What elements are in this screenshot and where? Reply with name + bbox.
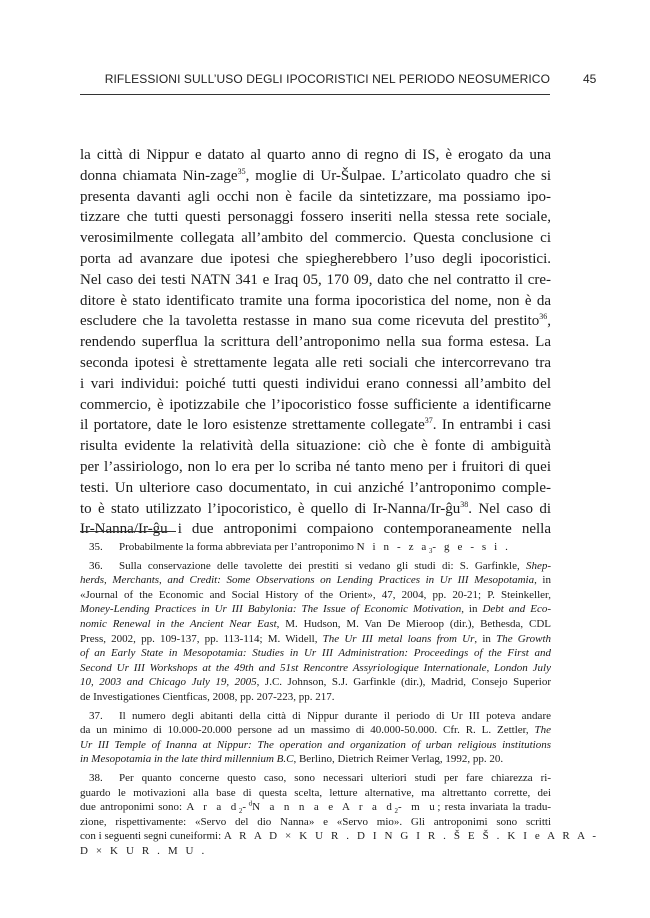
- body-line: escludere che la tavoletta restasse in mano sua come ricevuta del prestito$^{36}$,: [80, 312, 551, 330]
- page-number: 45: [583, 72, 597, 86]
- footnote-36: 36. Sulla conservazione delle tavolette dei prestiti si vedano gli studi di: S. Garfinkle, Shep- herds, Merchants, and Credit: Some Observations on Lending Practices in Ur III Mesopotamia, in «Journal of the Economic and Social History of the Orient», 47, 2004, pp. 20-21; P. Steinkeller, Money-Lending Practices in Ur III Babylonia: The Issue of Economic Motivation, in Debt and Eco- nomic Renewal in the Ancient Near East, M. Hudson, M. Van De Mieroop (dir.), Bethesda, CDL Press, 2002, pp. 109-137, pp. 113-114; M. Widell, The Ur III metal loans from Ur, in The Growth of an Early State in Mesopotamia: Studies in Ur III Administration: Proceedings of the First and Second Ur III Workshops at the 49th and 51st Rencontre Assyriologique Internationale, London July 10, 2003 and Chicago July 19, 2005, J.C. Johnson, S.J. Garfinkle (dir.), Madrid, Consejo Superior de Investigationes Cientficas, 2008, pp. 207-223, pp. 217.: [80, 559, 552, 703]
- footnote-35: 35. Probabilmente la forma abbreviata per l’antroponimo N i n - z $a_3-$ g e - s i .: [89, 541, 511, 556]
- footnote-separator: [80, 531, 176, 532]
- footnote-number: 37.: [89, 709, 103, 722]
- body-line: i vari individui: poiché tutti questi individui erano connessi all’ambito del: [80, 375, 551, 392]
- body-line: presenta davanti agli occhi non è facile da sintetizzare, ma possiamo ipo-: [80, 188, 551, 205]
- running-header: [80, 66, 550, 95]
- footnote-ref-35[interactable]: 35: [237, 166, 246, 176]
- body-line: donna chiamata Nin-zage$^{35}$, moglie di Ur-Šulpae. L’articolato quadro che si: [80, 166, 551, 184]
- footnote-ref-37[interactable]: 37: [424, 416, 433, 426]
- body-line: Ir-Nanna/Ir-ĝu i due antroponimi compaiono contemporaneamente nella: [80, 521, 551, 538]
- body-line: Nel caso dei testi NATN 341 e Iraq 05, 170 09, dato che nel contratto il cre-: [80, 271, 551, 288]
- footnote-37: 37. Il numero degli abitanti della città di Nippur durante il periodo di Ur III poteva andare da un minimo di 10.000-20.000 persone ad un massimo di 40.000-50.000. Cfr. R. L. Zettler, The Ur III Temple of Inanna at Nippur: The operation and organization of urban religious institutions in Mesopotamia in the late third millennium B.C, Berlino, Dietrich Reimer Verlag, 1992, pp. 20.: [80, 709, 551, 766]
- body-line: to è stato utilizzato l’ipocoristico, è quello di $Ir-Nanna/Ir-ĝu^{38}$. Nel caso di: [80, 499, 551, 517]
- running-title: RIFLESSIONI SULL’USO DEGLI IPOCORISTICI NEL PERIODO NEOSUMERICO: [104, 72, 550, 86]
- main-paragraph: [80, 145, 551, 540]
- body-line: la città di Nippur e datato al quarto anno di regno di IS, è erogato da una: [80, 147, 551, 163]
- footnote-number: 36.: [89, 559, 103, 572]
- body-line: seconda ipotesi è strettamente legata alle reti sociali che intercorrevano tra: [80, 354, 551, 371]
- footnote-ref-36[interactable]: 36: [539, 312, 548, 322]
- footnote-number: 35.: [89, 541, 103, 553]
- body-line: tizzare che tutti questi personaggi fossero inseriti nella stessa rete sociale,: [80, 209, 551, 226]
- body-line: il portatore, date le loro esistenze strettamente collegate$^{37}$. In entrambi i casi: [80, 416, 551, 434]
- body-line: rendendo superflua la scrittura dell’antroponimo nella sua forma estesa. La: [80, 334, 551, 351]
- footnotes: [80, 540, 599, 862]
- body-line: risulta evidente la relatività della situazione: ciò che è fonte di ambiguità: [80, 438, 551, 455]
- footnote-ref-38[interactable]: 38: [460, 499, 469, 509]
- body-line: porta ad avanzare due ipotesi che spiegherebbero l’uso degli ipocoristici.: [80, 250, 551, 267]
- footnote-number: 38.: [89, 771, 103, 784]
- body-line: verosimilmente collegata all’ambito del commercio. Questa conclusione ci: [80, 230, 551, 247]
- body-line: ditore è stato identificato tramite una forma ipocoristica del nome, non è da: [80, 292, 551, 309]
- footnote-38: 38. Per quanto concerne questo caso, sono necessari ulteriori studi per fare chiarezza ri- guardo le motivazioni alla base di questa scelta, letture alternative, ma altrettanto corrette, dei due antroponimi sono: A r a $d_2-^dN$ a n n a e A r a $d_2-$ m u; resta invariata la tradu- zione, rispettivamente: «Servo del dio Nanna» e «Servo mio». Gli antroponimi sono scritti con i seguenti segni cuneiformi: A R A D × K U R . D I N G I R . Š E Š . K I e A R A - D × K U R . M U .: [80, 771, 599, 857]
- body-line: testi. Un ulteriore caso documentato, in cui anziché l’antroponimo comple-: [80, 479, 551, 496]
- body-line: per l’assiriologo, non lo era per lo scriba né tanto meno per i fruitori di quei: [80, 458, 551, 475]
- body-line: commercio, è ipotizzabile che l’ipocoristico fosse sufficiente a identificarne: [80, 396, 551, 413]
